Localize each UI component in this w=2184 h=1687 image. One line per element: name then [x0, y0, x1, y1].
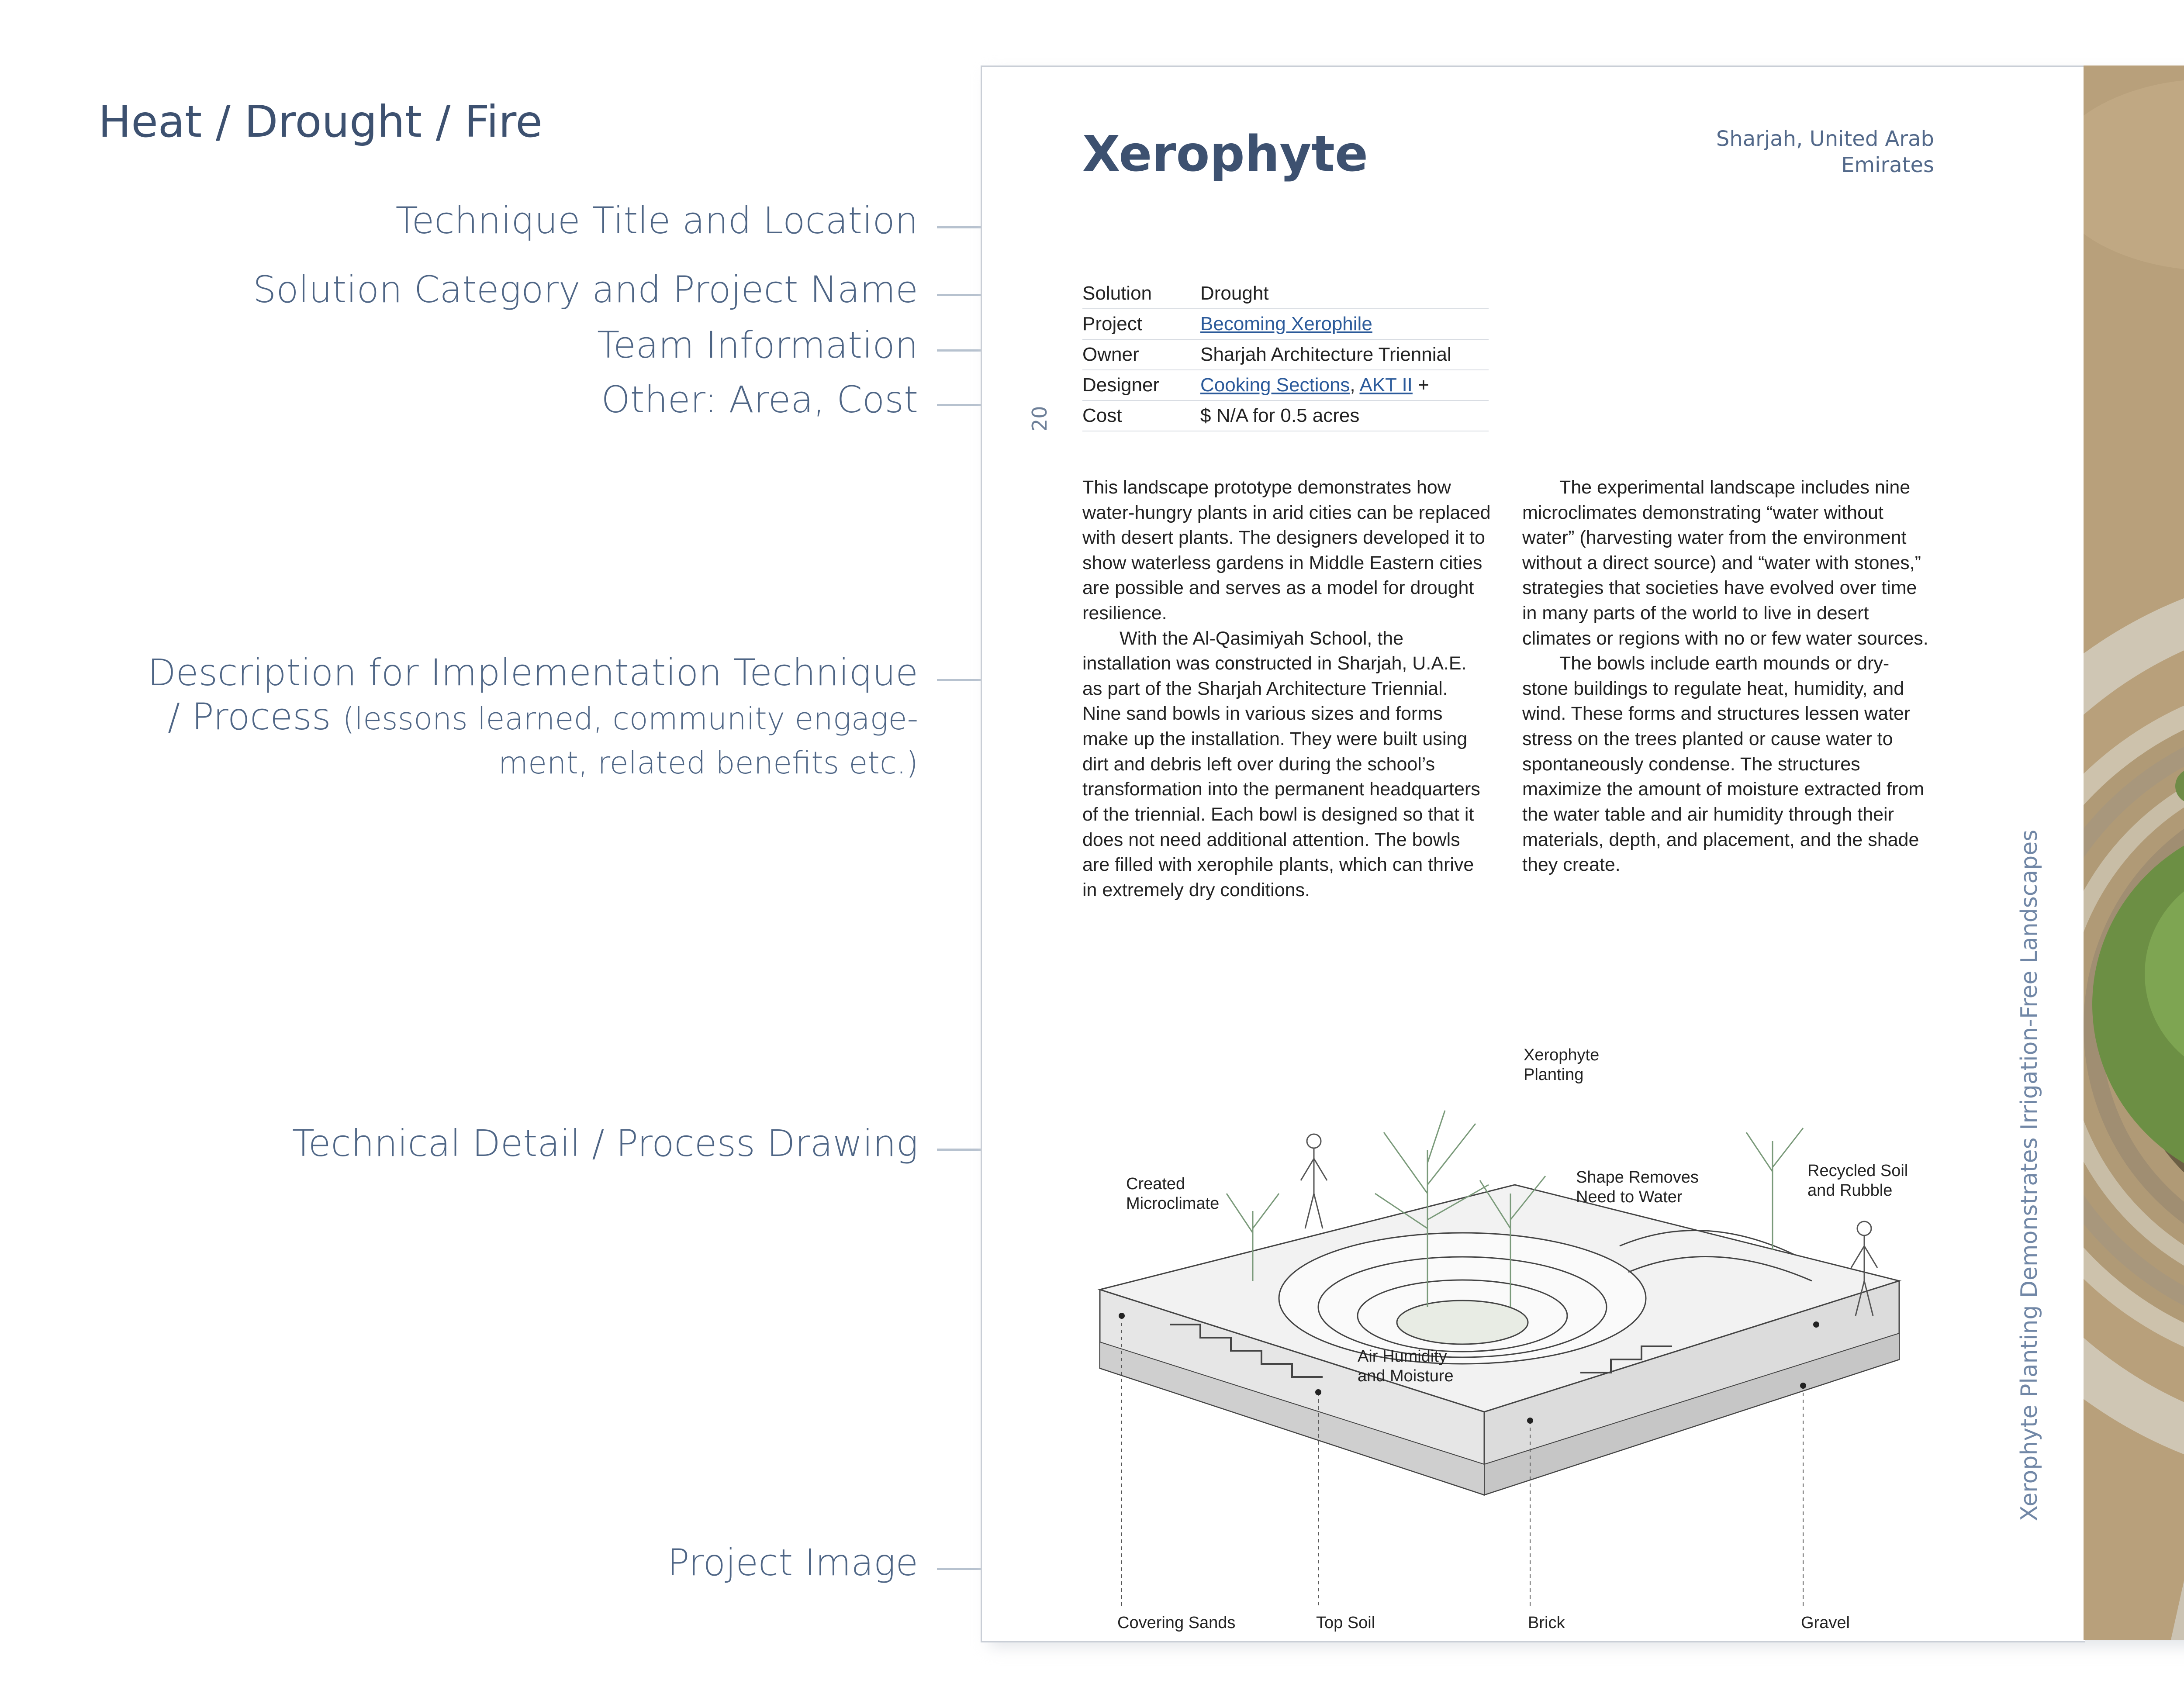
- info-row-cost: [1082, 400, 1489, 431]
- section-title: Heat / Drought / Fire: [98, 96, 543, 147]
- annotation-description-line2: / Process: [167, 695, 331, 738]
- info-row-designer: [1082, 370, 1489, 400]
- label-covering: Covering Sands: [1117, 1614, 1236, 1632]
- label-shape-1: Shape Removes: [1576, 1168, 1699, 1187]
- owner-label: Owner: [1082, 339, 1200, 370]
- designer-cell: [1200, 370, 1489, 400]
- label-air-1: Air Humidity: [1358, 1347, 1447, 1366]
- body-column-right: [1522, 475, 1931, 878]
- cost-label: Cost: [1082, 400, 1200, 431]
- drawing-person-1: [1301, 1148, 1327, 1228]
- annotation-description-line3-wrap: [148, 739, 918, 783]
- label-xerophyte-2: Planting: [1524, 1066, 1584, 1084]
- drawing-point-covering: [1119, 1313, 1125, 1319]
- vertical-caption: Xerophyte Planting Demonstrates Irrigation-Free Landscapes: [2016, 829, 2042, 1521]
- drawing-point-gravel: [1800, 1383, 1806, 1389]
- annotation-description-line1: Description for Implementation Technique: [148, 651, 918, 694]
- cost-value: $ N/A for 0.5 acres: [1200, 400, 1489, 431]
- label-brick: Brick: [1528, 1614, 1565, 1632]
- drawing-point-topsoil: [1315, 1389, 1321, 1395]
- page-title: Xerophyte: [1082, 126, 1368, 183]
- solution-value: Drought: [1200, 279, 1489, 309]
- drawing-point-brick: [1527, 1418, 1533, 1424]
- left-page: [981, 66, 2085, 1642]
- label-microclimate-1: Created: [1126, 1175, 1185, 1193]
- designer-label: Designer: [1082, 370, 1200, 400]
- annotation-title-location: Technique Title and Location: [395, 199, 918, 242]
- page-number-left: 20: [1028, 406, 1051, 431]
- label-shape-2: Need to Water: [1576, 1188, 1683, 1206]
- annotation-description-line2-wrap: [148, 695, 918, 739]
- project-label: Project: [1082, 309, 1200, 339]
- owner-value: Sharjah Architecture Triennial: [1200, 339, 1489, 370]
- project-link[interactable]: Becoming Xerophile: [1200, 313, 1372, 335]
- technical-drawing: [1069, 966, 1943, 1635]
- annotation-other: Other: Area, Cost: [601, 378, 918, 421]
- location-line2: Emirates: [1841, 153, 1934, 177]
- body-paragraph-4: The bowls include earth mounds or dry-stone buildings to regulate heat, humidity, and wind. These forms and structures lessen water stress on the trees planted or cause water to spontaneously condense. The structures maximize the amount of moisture extracted from the water table and air humidity through their materials, depth, and placement, and the shade they create.: [1522, 653, 1925, 876]
- designer-separator: ,: [1350, 374, 1355, 396]
- label-recycled-2: and Rubble: [1807, 1181, 1893, 1200]
- annotation-description-small-b: ment, related benefits etc.): [498, 745, 918, 781]
- solution-label: Solution: [1082, 279, 1200, 309]
- info-row-owner: [1082, 339, 1489, 370]
- designer-link-cooking-sections[interactable]: Cooking Sections: [1200, 374, 1350, 396]
- annotation-image: Project Image: [667, 1541, 918, 1584]
- body-paragraph-3: The experimental landscape includes nine microclimates demonstrating “water without water” (harvesting water from the environment without a direct source) and “water with stones,” strategies that societies have evolved over time in many parts of the world to live in desert climates or regions with no or few water sources.: [1522, 477, 1928, 649]
- label-topsoil: Top Soil: [1316, 1614, 1375, 1632]
- location-line1: Sharjah, United Arab: [1716, 127, 1934, 151]
- label-xerophyte-1: Xerophyte: [1524, 1046, 1600, 1064]
- info-row-solution: [1082, 279, 1489, 309]
- label-microclimate-2: Microclimate: [1126, 1194, 1220, 1213]
- location: [1672, 126, 1934, 178]
- body-paragraph-1: This landscape prototype demonstrates how water-hungry plants in arid cities can be replaced with desert plants. The designers developed it to show waterless gardens in Middle Eastern cities are possible and serves as a model for drought resilience.: [1082, 477, 1491, 624]
- drawing-tree-3: [1746, 1128, 1803, 1250]
- drawing-point-recycled: [1813, 1321, 1819, 1328]
- drawing-bowl-center: [1397, 1301, 1528, 1344]
- body-paragraph-2: With the Al-Qasimiyah School, the installation was constructed in Sharjah, U.A.E. as part of the Sharjah Architecture Triennial. Nine sand bowls in various sizes and forms make up the installation. They were built using dirt and debris left over during the school’s transformation into the permanent headquarters of the triennial. Each bowl is designed so that it does not need additional attention. The bowls are filled with xerophile plants, which can thrive in extremely dry conditions.: [1082, 628, 1480, 900]
- drawing-person-2-head: [1857, 1221, 1871, 1235]
- label-gravel: Gravel: [1801, 1614, 1850, 1632]
- designer-plus: +: [1418, 374, 1429, 396]
- aerial-photo: [2084, 66, 2184, 1640]
- annotation-team: Team Information: [597, 324, 918, 366]
- project-cell: [1200, 309, 1489, 339]
- info-row-project: [1082, 309, 1489, 339]
- info-table: [1082, 279, 1489, 431]
- annotation-description-small-a: (lessons learned, community engage-: [342, 700, 918, 737]
- label-recycled-1: Recycled Soil: [1807, 1162, 1908, 1180]
- annotation-description: [148, 651, 918, 783]
- label-air-2: and Moisture: [1358, 1367, 1454, 1385]
- project-image: [2084, 66, 2184, 1640]
- drawing-person-1-head: [1307, 1134, 1321, 1148]
- body-column-left: [1082, 475, 1491, 903]
- annotation-solution-project: Solution Category and Project Name: [252, 268, 918, 311]
- annotation-drawing: Technical Detail / Process Drawing: [292, 1122, 918, 1165]
- designer-link-akt[interactable]: AKT II: [1359, 374, 1413, 396]
